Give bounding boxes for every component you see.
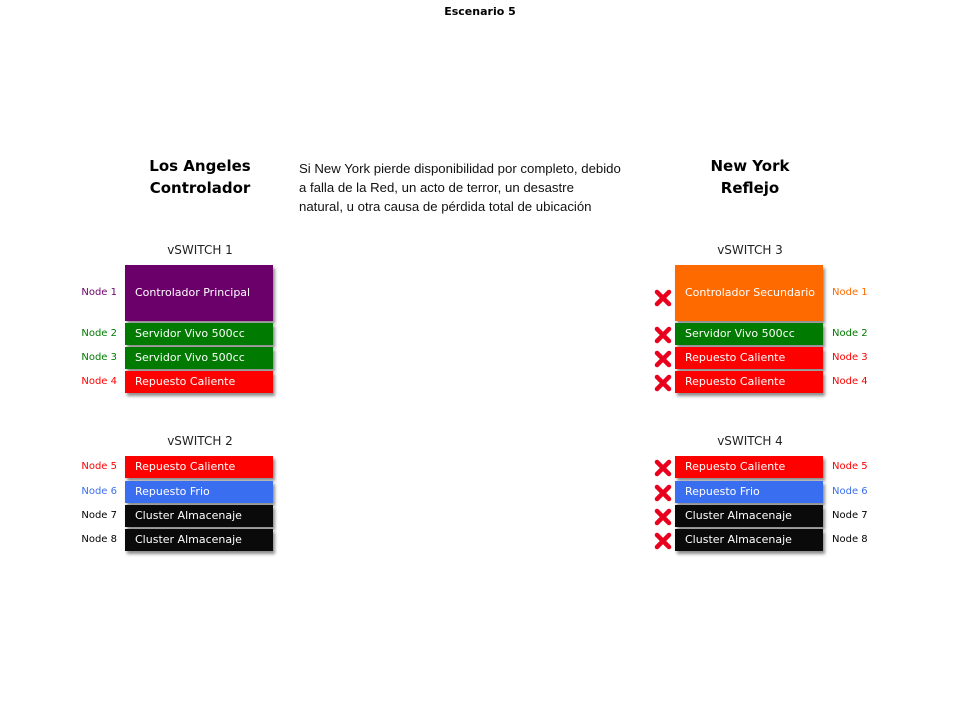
node-box: Repuesto Caliente: [675, 456, 823, 478]
node-box: Servidor Vivo 500cc: [125, 323, 273, 345]
site-role: Controlador: [149, 179, 251, 197]
node-box: Controlador Principal: [125, 265, 273, 321]
node-label: Node 8: [81, 534, 117, 545]
node-label: Node 8: [832, 534, 868, 545]
node-box: Repuesto Caliente: [675, 371, 823, 393]
node-label: Node 6: [832, 486, 868, 497]
node-box: Controlador Secundario: [675, 265, 823, 321]
node-box: Cluster Almacenaje: [675, 505, 823, 527]
node-label: Node 1: [832, 287, 868, 298]
site-new-york: [650, 155, 850, 199]
node-label: Node 1: [81, 287, 117, 298]
site-name: New York: [710, 157, 790, 175]
node-box: Cluster Almacenaje: [675, 529, 823, 551]
node-label: Node 3: [81, 352, 117, 363]
x-mark-icon: [654, 289, 672, 307]
node-label: Node 6: [81, 486, 117, 497]
vswitch-3-label: vSWITCH 3: [717, 243, 783, 257]
x-mark-icon: [654, 374, 672, 392]
node-label: Node 2: [832, 328, 868, 339]
node-box: Cluster Almacenaje: [125, 505, 273, 527]
node-label: Node 7: [81, 510, 117, 521]
x-mark-icon: [654, 532, 672, 550]
node-box: Servidor Vivo 500cc: [675, 323, 823, 345]
node-box: Servidor Vivo 500cc: [125, 347, 273, 369]
x-mark-icon: [654, 350, 672, 368]
node-label: Node 2: [81, 328, 117, 339]
node-label: Node 5: [832, 461, 868, 472]
site-los-angeles: [100, 155, 300, 199]
node-box: Repuesto Caliente: [125, 456, 273, 478]
x-mark-icon: [654, 508, 672, 526]
x-mark-icon: [654, 459, 672, 477]
site-name: Los Angeles: [149, 157, 251, 175]
node-label: Node 7: [832, 510, 868, 521]
node-label: Node 4: [81, 376, 117, 387]
node-box: Repuesto Caliente: [675, 347, 823, 369]
site-role: Reflejo: [720, 179, 780, 197]
vswitch-1-label: vSWITCH 1: [167, 243, 233, 257]
node-label: Node 3: [832, 352, 868, 363]
node-box: Repuesto Frio: [675, 481, 823, 503]
node-label: Node 4: [832, 376, 868, 387]
node-box: Cluster Almacenaje: [125, 529, 273, 551]
x-mark-icon: [654, 326, 672, 344]
node-label: Node 5: [81, 461, 117, 472]
node-box: Repuesto Frio: [125, 481, 273, 503]
vswitch-4-label: vSWITCH 4: [717, 434, 783, 448]
x-mark-icon: [654, 484, 672, 502]
node-box: Repuesto Caliente: [125, 371, 273, 393]
scenario-description: Si New York pierde disponibilidad por completo, debido a falla de la Red, un acto de terror, un desastre natural, u otra causa de pérdida total de ubicación: [299, 161, 621, 214]
scenario-title: Escenario 5: [444, 5, 516, 18]
vswitch-2-label: vSWITCH 2: [167, 434, 233, 448]
